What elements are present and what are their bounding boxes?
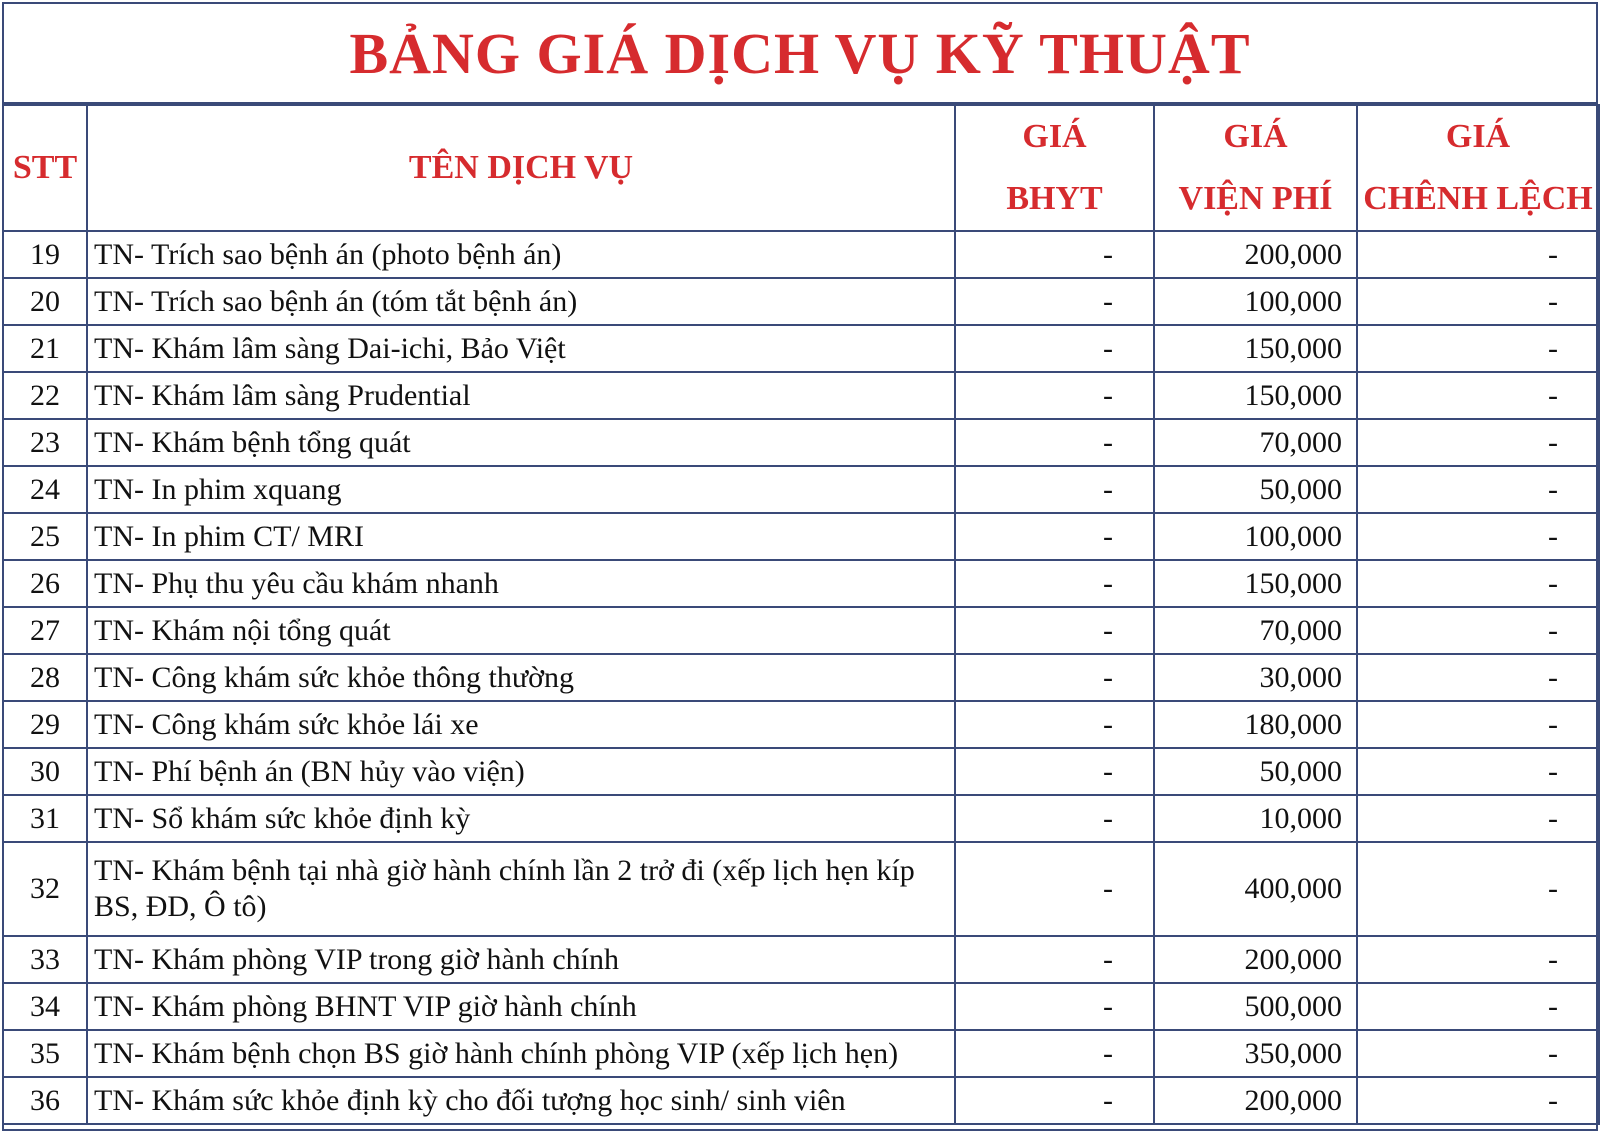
cell-price-chenhlech: - [1357, 936, 1599, 983]
cell-stt: 25 [3, 513, 87, 560]
table-row [3, 278, 1599, 325]
page-title: BẢNG GIÁ DỊCH VỤ KỸ THUẬT [4, 4, 1596, 104]
cell-price-bhyt: - [955, 654, 1154, 701]
cell-price-vienphi: 200,000 [1154, 1077, 1357, 1124]
cell-price-chenhlech: - [1357, 325, 1599, 372]
cell-stt: 20 [3, 278, 87, 325]
col-header-stt: STT [3, 105, 87, 231]
table-header-row [3, 105, 1599, 231]
cell-service-name: TN- Khám phòng VIP trong giờ hành chính [87, 936, 955, 983]
cell-price-bhyt: - [955, 795, 1154, 842]
cell-service-name: TN- Sổ khám sức khỏe định kỳ [87, 795, 955, 842]
cell-price-bhyt: - [955, 607, 1154, 654]
col-header-vienphi [1154, 105, 1357, 231]
cell-price-chenhlech: - [1357, 1077, 1599, 1124]
cell-price-chenhlech: - [1357, 654, 1599, 701]
table-row [3, 1077, 1599, 1124]
cell-price-vienphi: 10,000 [1154, 795, 1357, 842]
cell-price-bhyt: - [955, 701, 1154, 748]
table-row [3, 748, 1599, 795]
col-header-bhyt [955, 105, 1154, 231]
table-row [3, 842, 1599, 936]
cell-price-chenhlech: - [1357, 701, 1599, 748]
cell-price-vienphi: 400,000 [1154, 842, 1357, 936]
table-row [3, 466, 1599, 513]
table-row [3, 983, 1599, 1030]
table-row [3, 936, 1599, 983]
cell-stt: 36 [3, 1077, 87, 1124]
table-row [3, 419, 1599, 466]
cell-price-vienphi: 70,000 [1154, 419, 1357, 466]
cell-service-name: TN- Công khám sức khỏe thông thường [87, 654, 955, 701]
table-row [3, 231, 1599, 278]
cell-stt: 33 [3, 936, 87, 983]
cell-price-chenhlech: - [1357, 795, 1599, 842]
price-table [2, 104, 1600, 1125]
cell-price-chenhlech: - [1357, 466, 1599, 513]
cell-service-name: TN- Khám phòng BHNT VIP giờ hành chính [87, 983, 955, 1030]
cell-price-vienphi: 200,000 [1154, 936, 1357, 983]
col-header-vienphi-line2: VIỆN PHÍ [1178, 180, 1333, 217]
table-row [3, 325, 1599, 372]
cell-price-chenhlech: - [1357, 1030, 1599, 1077]
cell-service-name: TN- Khám bệnh tại nhà giờ hành chính lần 2 trở đi (xếp lịch hẹn kíp BS, ĐD, Ô tô) [87, 842, 955, 936]
cell-price-vienphi: 30,000 [1154, 654, 1357, 701]
col-header-vienphi-line1: GIÁ [1223, 118, 1288, 155]
table-row [3, 701, 1599, 748]
cell-price-chenhlech: - [1357, 607, 1599, 654]
col-header-name: TÊN DỊCH VỤ [87, 105, 955, 231]
cell-service-name: TN- Phụ thu yêu cầu khám nhanh [87, 560, 955, 607]
cell-service-name: TN- In phim CT/ MRI [87, 513, 955, 560]
cell-price-vienphi: 50,000 [1154, 748, 1357, 795]
cell-price-bhyt: - [955, 325, 1154, 372]
cell-price-bhyt: - [955, 513, 1154, 560]
cell-stt: 30 [3, 748, 87, 795]
cell-price-chenhlech: - [1357, 842, 1599, 936]
col-header-bhyt-line2: BHYT [1006, 180, 1103, 217]
cell-price-vienphi: 180,000 [1154, 701, 1357, 748]
cell-price-vienphi: 50,000 [1154, 466, 1357, 513]
cell-service-name: TN- Khám bệnh chọn BS giờ hành chính phòng VIP (xếp lịch hẹn) [87, 1030, 955, 1077]
cell-price-bhyt: - [955, 560, 1154, 607]
cell-service-name: TN- Phí bệnh án (BN hủy vào viện) [87, 748, 955, 795]
table-row [3, 1030, 1599, 1077]
cell-price-chenhlech: - [1357, 372, 1599, 419]
col-header-bhyt-line1: GIÁ [1022, 118, 1087, 155]
cell-stt: 27 [3, 607, 87, 654]
cell-service-name: TN- Khám sức khỏe định kỳ cho đối tượng học sinh/ sinh viên [87, 1077, 955, 1124]
table-row [3, 560, 1599, 607]
price-sheet [2, 2, 1598, 1131]
cell-price-vienphi: 150,000 [1154, 325, 1357, 372]
cell-price-vienphi: 100,000 [1154, 278, 1357, 325]
cell-service-name: TN- Trích sao bệnh án (tóm tắt bệnh án) [87, 278, 955, 325]
cell-price-chenhlech: - [1357, 560, 1599, 607]
cell-price-vienphi: 500,000 [1154, 983, 1357, 1030]
cell-price-vienphi: 150,000 [1154, 372, 1357, 419]
cell-price-bhyt: - [955, 748, 1154, 795]
cell-service-name: TN- Khám nội tổng quát [87, 607, 955, 654]
cell-service-name: TN- In phim xquang [87, 466, 955, 513]
cell-stt: 29 [3, 701, 87, 748]
cell-service-name: TN- Khám lâm sàng Prudential [87, 372, 955, 419]
cell-price-bhyt: - [955, 1077, 1154, 1124]
table-row [3, 654, 1599, 701]
cell-stt: 23 [3, 419, 87, 466]
cell-price-chenhlech: - [1357, 231, 1599, 278]
cell-stt: 21 [3, 325, 87, 372]
cell-price-vienphi: 350,000 [1154, 1030, 1357, 1077]
col-header-chenhlech-line2: CHÊNH LỆCH [1363, 180, 1593, 217]
cell-price-vienphi: 150,000 [1154, 560, 1357, 607]
cell-stt: 35 [3, 1030, 87, 1077]
table-row [3, 607, 1599, 654]
cell-price-chenhlech: - [1357, 513, 1599, 560]
cell-price-chenhlech: - [1357, 419, 1599, 466]
cell-stt: 19 [3, 231, 87, 278]
cell-price-bhyt: - [955, 466, 1154, 513]
cell-service-name: TN- Công khám sức khỏe lái xe [87, 701, 955, 748]
cell-stt: 32 [3, 842, 87, 936]
col-header-chenhlech-line1: GIÁ [1445, 118, 1511, 155]
cell-price-vienphi: 100,000 [1154, 513, 1357, 560]
cell-price-bhyt: - [955, 936, 1154, 983]
table-row [3, 372, 1599, 419]
cell-price-bhyt: - [955, 278, 1154, 325]
cell-service-name: TN- Khám bệnh tổng quát [87, 419, 955, 466]
cell-price-bhyt: - [955, 983, 1154, 1030]
cell-stt: 31 [3, 795, 87, 842]
cell-price-vienphi: 70,000 [1154, 607, 1357, 654]
cell-price-bhyt: - [955, 1030, 1154, 1077]
cell-price-vienphi: 200,000 [1154, 231, 1357, 278]
cell-service-name: TN- Trích sao bệnh án (photo bệnh án) [87, 231, 955, 278]
cell-price-chenhlech: - [1357, 748, 1599, 795]
cell-service-name: TN- Khám lâm sàng Dai-ichi, Bảo Việt [87, 325, 955, 372]
cell-price-bhyt: - [955, 372, 1154, 419]
cell-price-chenhlech: - [1357, 278, 1599, 325]
cell-price-chenhlech: - [1357, 983, 1599, 1030]
cell-stt: 22 [3, 372, 87, 419]
table-row [3, 513, 1599, 560]
col-header-chenhlech [1357, 105, 1599, 231]
cell-price-bhyt: - [955, 842, 1154, 936]
cell-price-bhyt: - [955, 419, 1154, 466]
table-row [3, 795, 1599, 842]
cell-stt: 34 [3, 983, 87, 1030]
cell-stt: 28 [3, 654, 87, 701]
cell-stt: 24 [3, 466, 87, 513]
cell-stt: 26 [3, 560, 87, 607]
cell-price-bhyt: - [955, 231, 1154, 278]
